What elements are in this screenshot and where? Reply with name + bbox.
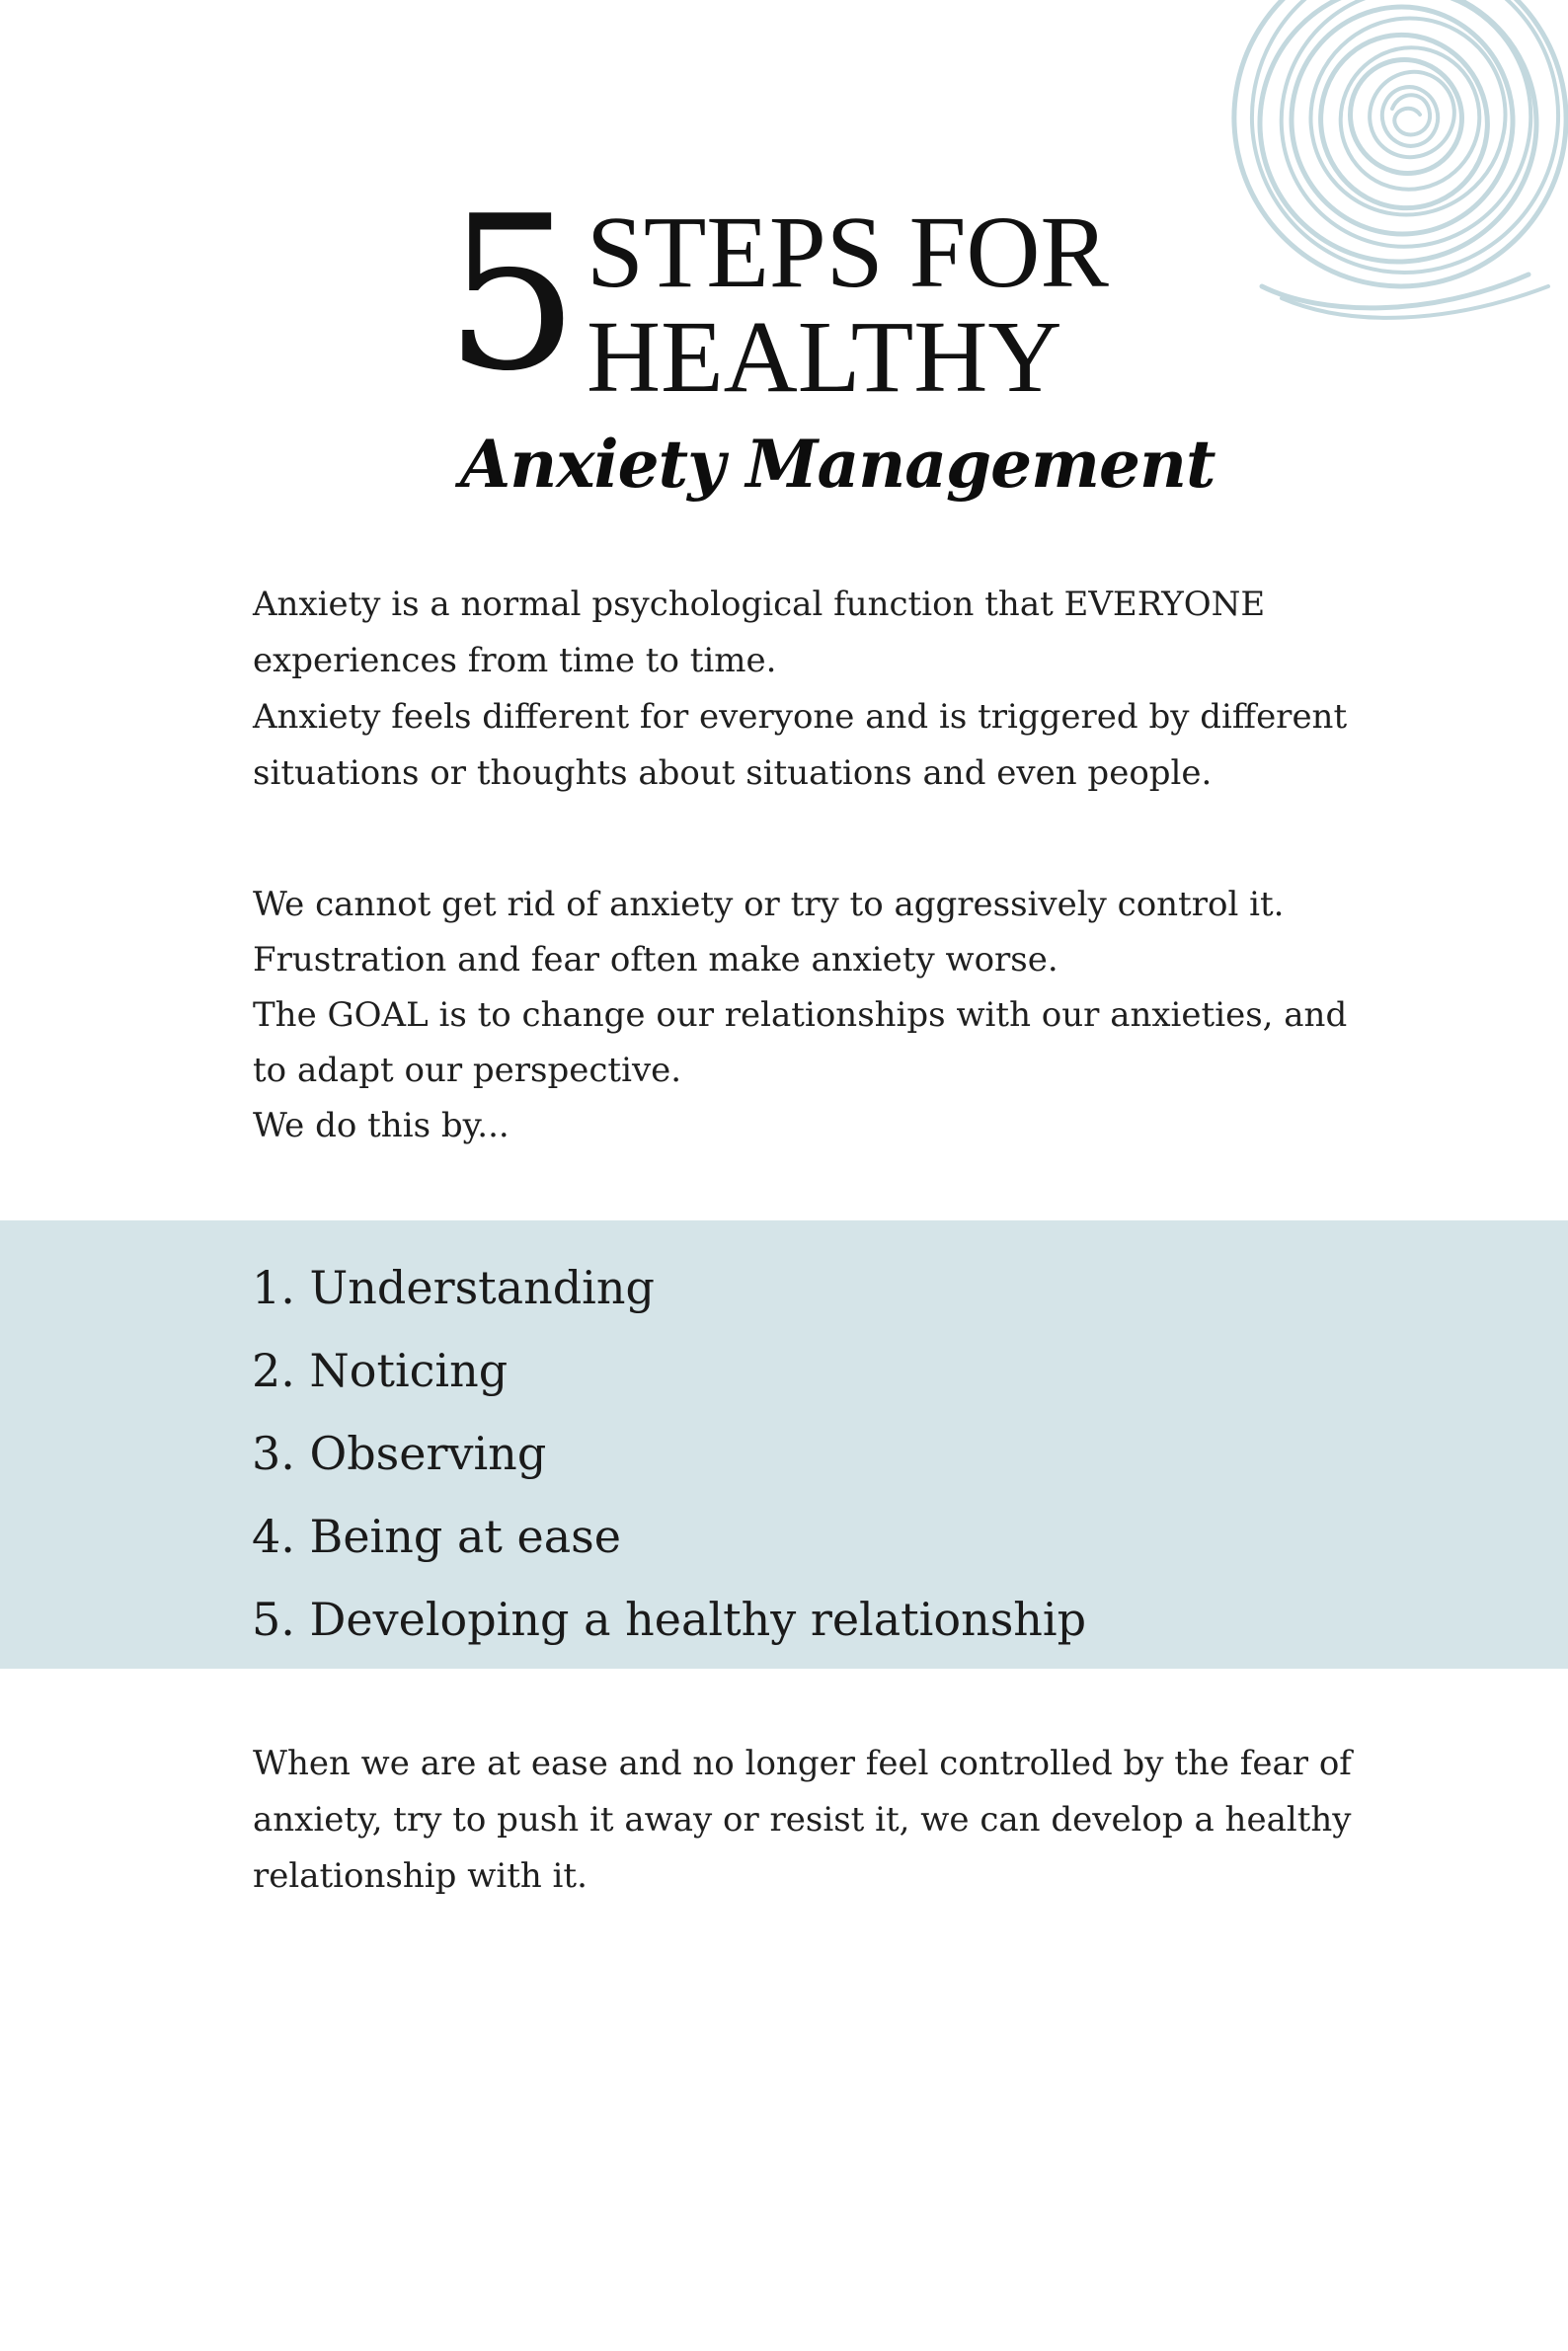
title-line-2: HEALTHY bbox=[587, 300, 1062, 414]
text-line: The GOAL is to change our relationships with our anxieties, and bbox=[253, 995, 1348, 1035]
text-line: anxiety, try to push it away or resist it, we can develop a healthy bbox=[253, 1800, 1352, 1840]
text-line: relationship with it. bbox=[253, 1856, 588, 1896]
text-line: Frustration and fear often make anxiety worse. bbox=[253, 940, 1058, 980]
text-line: Anxiety is a normal psychological function that EVERYONE bbox=[253, 585, 1266, 624]
text-line: We do this by... bbox=[253, 1106, 510, 1145]
intro-paragraph-2 bbox=[253, 877, 1388, 1153]
step-item: 2. Noticing bbox=[252, 1344, 509, 1397]
title-block bbox=[444, 170, 1215, 533]
steps-list bbox=[252, 1246, 1086, 1661]
step-item: 3. Observing bbox=[252, 1427, 547, 1480]
spiral-scribble-icon bbox=[1203, 0, 1568, 375]
closing-paragraph bbox=[253, 1736, 1388, 1905]
step-item: 1. Understanding bbox=[252, 1261, 655, 1314]
text-line: We cannot get rid of anxiety or try to aggressively control it. bbox=[253, 885, 1285, 924]
step-item: 4. Being at ease bbox=[252, 1510, 621, 1563]
title-line-1: STEPS FOR bbox=[587, 196, 1109, 309]
step-item: 5. Developing a healthy relationship bbox=[252, 1593, 1087, 1646]
text-line: to adapt our perspective. bbox=[253, 1051, 682, 1090]
title-number: 5 bbox=[444, 170, 576, 418]
text-line: situations or thoughts about situations and even people. bbox=[253, 753, 1213, 793]
text-line: Anxiety feels different for everyone and is triggered by different bbox=[253, 697, 1348, 737]
text-line: When we are at ease and no longer feel controlled by the fear of bbox=[253, 1744, 1352, 1783]
text-line: experiences from time to time. bbox=[253, 641, 777, 680]
title-script-subtitle: Anxiety Management bbox=[460, 426, 1215, 503]
intro-paragraph-1 bbox=[253, 577, 1388, 802]
